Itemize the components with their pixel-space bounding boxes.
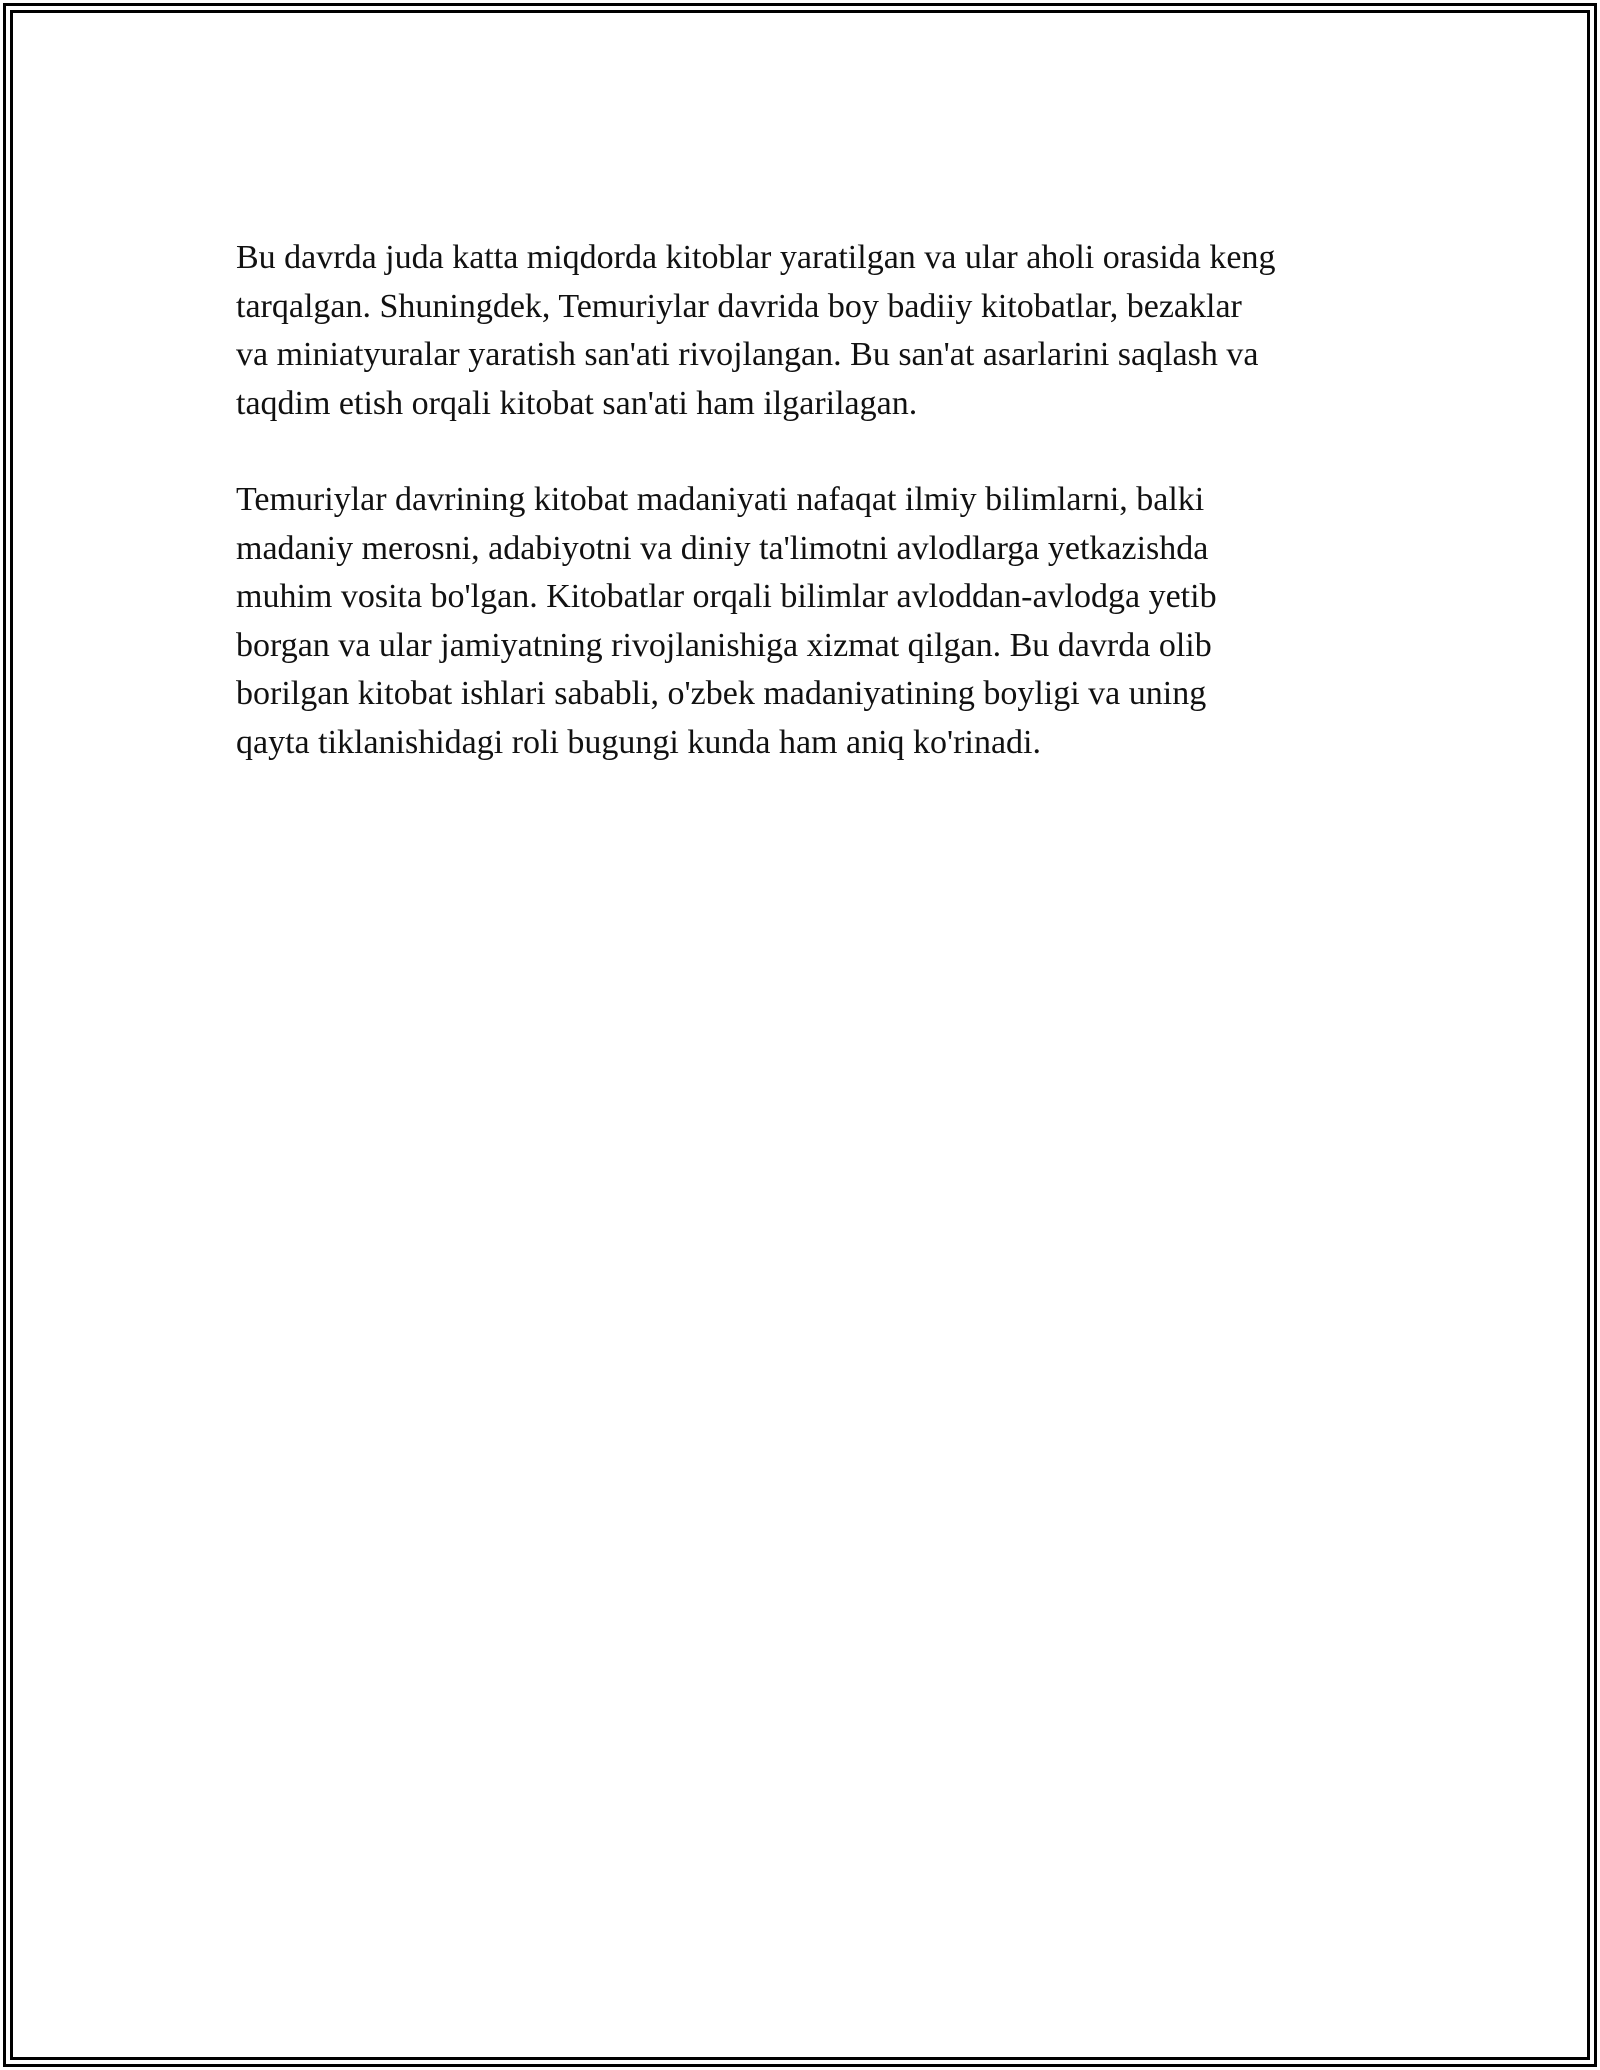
text-line: Bu davrda juda katta miqdorda kitoblar yaratilgan va ular aholi orasida keng	[236, 239, 1276, 276]
text-line: madaniy merosni, adabiyotni va diniy ta'limotni avlodlarga yetkazishda	[236, 529, 1209, 567]
text-line: borilgan kitobat ishlari sababli, o'zbek madaniyatining boyligi va uning	[236, 675, 1207, 712]
text-line: muhim vosita bo'lgan. Kitobatlar orqali bilimlar avloddan-avlodga yetib	[236, 578, 1217, 615]
text-line: Temuriylar davrining kitobat madaniyati nafaqat ilmiy bilimlarni, balki	[236, 481, 1205, 518]
text-line: va miniatyuralar yaratish san'ati rivojlangan. Bu san'at asarlarini saqlash va	[236, 336, 1259, 373]
text-line: borgan va ular jamiyatning rivojlanishiga xizmat qilgan. Bu davrda olib	[236, 626, 1212, 664]
text-line: tarqalgan. Shuningdek, Temuriylar davrida boy badiiy kitobatlar, bezaklar	[236, 287, 1242, 325]
document-body	[236, 234, 1366, 815]
text-line: taqdim etish orqali kitobat san'ati ham ilgarilagan.	[236, 384, 918, 422]
paragraph-1	[236, 234, 1366, 428]
text-line: qayta tiklanishidagi roli bugungi kunda ham aniq ko'rinadi.	[236, 723, 1041, 761]
paragraph-2	[236, 476, 1366, 767]
